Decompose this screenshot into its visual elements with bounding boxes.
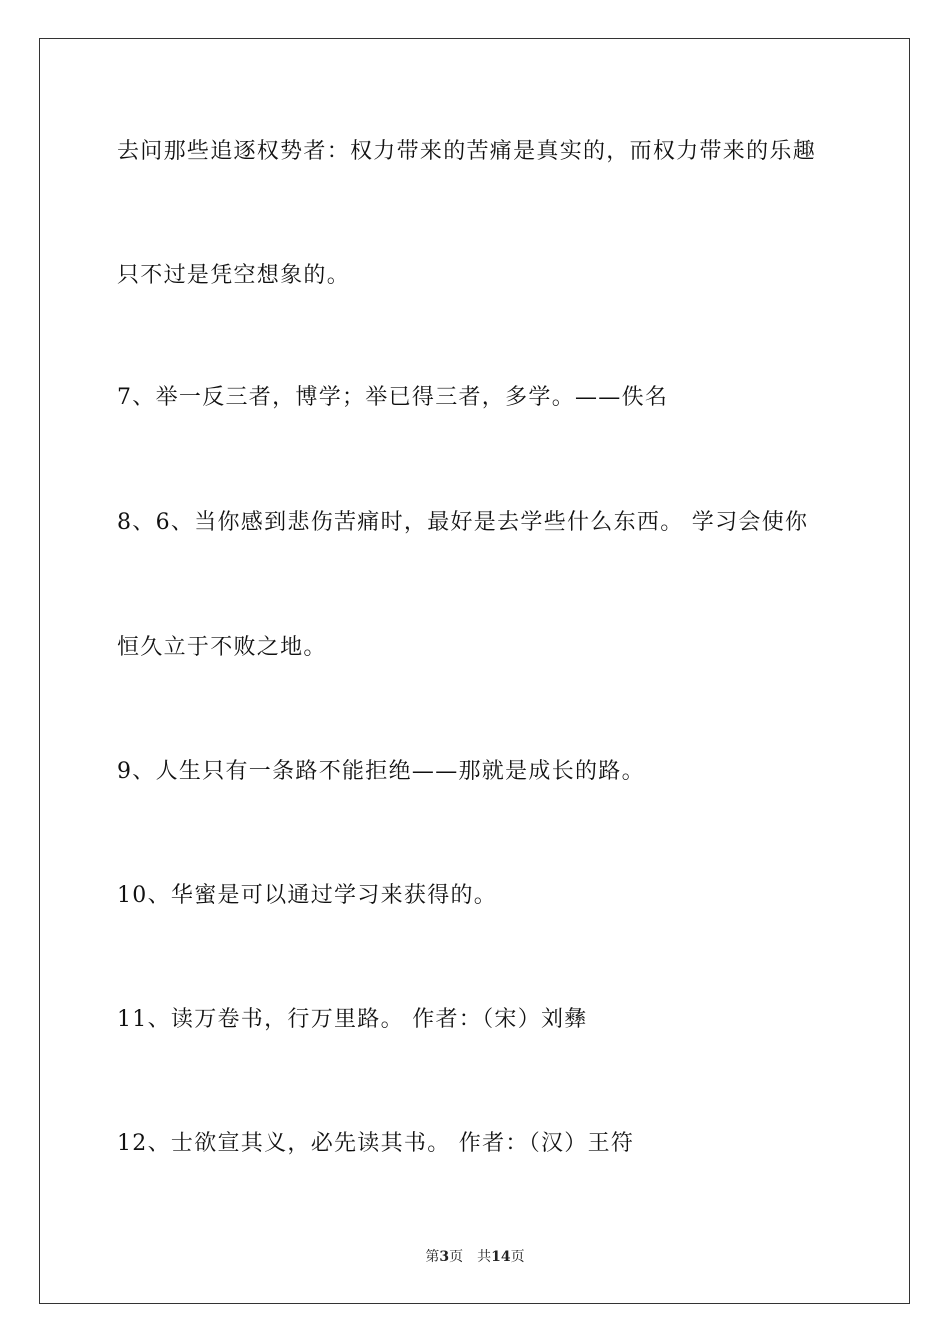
quote-9: 9、人生只有一条路不能拒绝——那就是成长的路。 xyxy=(117,759,645,784)
footer-prefix: 第 xyxy=(425,1249,440,1265)
quote-11: 11、读万卷书，行万里路。 作者：（宋）刘彝 xyxy=(117,1007,588,1032)
current-page-number: 3 xyxy=(439,1249,450,1265)
quote-8-continued: 恒久立于不败之地。 xyxy=(117,635,327,660)
page-frame xyxy=(39,38,910,1304)
quote-10: 10、华蜜是可以通过学习来获得的。 xyxy=(117,883,498,908)
footer-suffix: 页 xyxy=(510,1249,525,1265)
total-page-number: 14 xyxy=(491,1249,511,1265)
footer-mid: 页 共 xyxy=(449,1249,492,1265)
quote-8: 8、6、当你感到悲伤苦痛时，最好是去学些什么东西。 学习会使你 xyxy=(117,510,809,535)
text-line-2: 只不过是凭空想象的。 xyxy=(117,263,351,288)
text-line-1: 去问那些追逐权势者：权力带来的苦痛是真实的，而权力带来的乐趣 xyxy=(117,139,817,164)
quote-12: 12、士欲宣其义，必先读其书。 作者：（汉）王符 xyxy=(117,1131,635,1156)
quote-7: 7、举一反三者，博学；举已得三者，多学。——佚名 xyxy=(117,385,669,410)
page-footer xyxy=(0,1248,950,1266)
